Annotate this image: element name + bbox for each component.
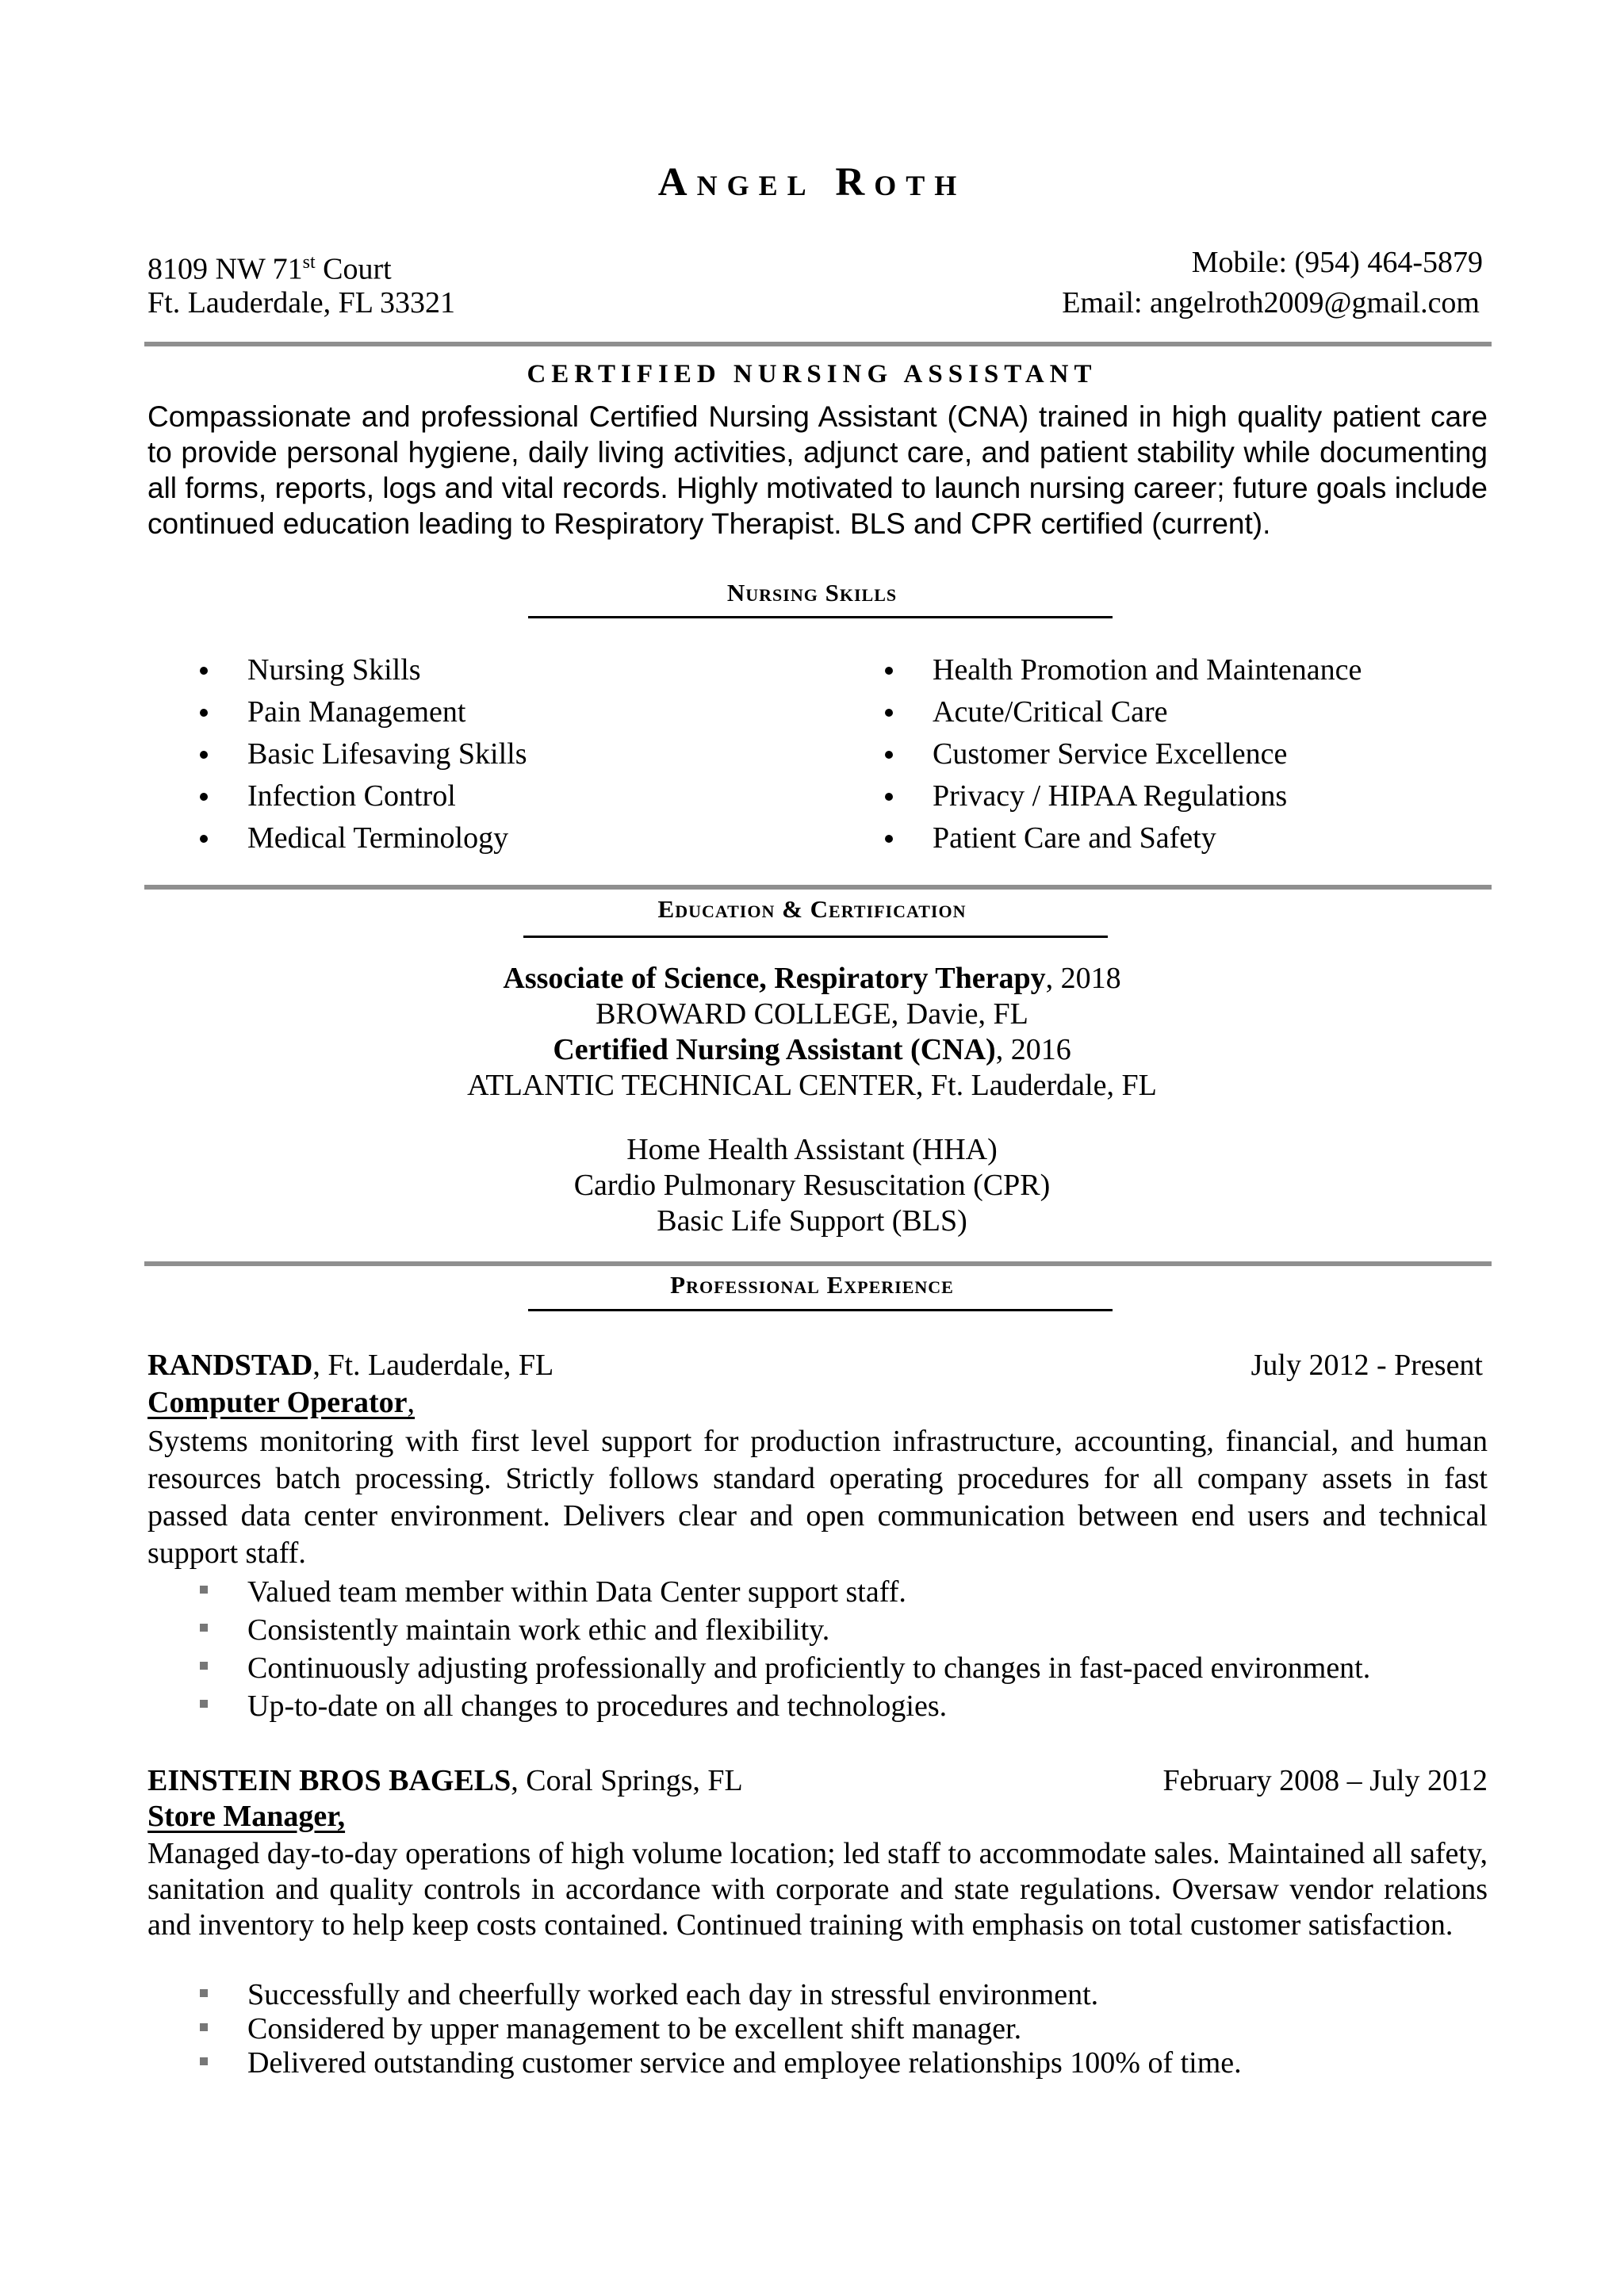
address-line-2: Ft. Lauderdale, FL 33321 [147, 286, 456, 320]
square-bullet-icon [200, 2023, 208, 2031]
degree-1-name: Associate of Science, Respiratory Therapy [503, 962, 1046, 995]
heading-underline [528, 1309, 1113, 1311]
skill-item [885, 691, 1362, 733]
bullet-icon [885, 751, 893, 759]
bullet-text: Delivered outstanding customer service and employee relationships 100% of time. [247, 2046, 1242, 2080]
bullet-text: Up-to-date on all changes to procedures and technologies. [247, 1689, 948, 1723]
bullet-text: Continuously adjusting professionally and proficiently to changes in fast-paced environment. [247, 1651, 1371, 1685]
certifications-block [0, 1132, 1624, 1239]
experience-heading: Professional Experience [670, 1271, 954, 1299]
heading-underline [523, 936, 1108, 938]
bullet-icon [885, 835, 893, 843]
job-title-text: Computer Operator [147, 1386, 408, 1419]
degree-2-name: Certified Nursing Assistant (CNA) [553, 1033, 996, 1066]
skill-label: Acute/Critical Care [933, 695, 1168, 729]
bullet-icon [200, 751, 208, 759]
skill-item [885, 733, 1362, 775]
company-name: RANDSTAD [147, 1349, 313, 1382]
bullet-icon [885, 709, 893, 717]
job-bullet [147, 1978, 1242, 2012]
mobile-number: Mobile: (954) 464-5879 [1191, 246, 1483, 279]
divider [144, 1261, 1492, 1266]
degree-1 [0, 961, 1624, 997]
bullet-icon [885, 793, 893, 801]
job-bullet [147, 1687, 1370, 1725]
job-bullet [147, 2046, 1242, 2080]
skill-item [885, 649, 1362, 691]
bullet-text: Valued team member within Data Center support staff. [247, 1575, 906, 1609]
education-block [0, 961, 1624, 1104]
skill-label: Medical Terminology [247, 821, 509, 855]
bullet-text: Successfully and cheerfully worked each day in stressful environment. [247, 1978, 1099, 2011]
company-location: , Ft. Lauderdale, FL [312, 1349, 554, 1382]
address-street: 8109 NW 71 [147, 252, 303, 286]
skill-label: Privacy / HIPAA Regulations [933, 779, 1288, 813]
divider [144, 885, 1492, 890]
skills-list-right [885, 649, 1362, 859]
square-bullet-icon [200, 1700, 208, 1708]
square-bullet-icon [200, 1989, 208, 1997]
candidate-name: Angel Roth [657, 160, 967, 205]
bullet-icon [200, 793, 208, 801]
education-heading: Education & Certification [657, 895, 967, 923]
bullet-icon [885, 667, 893, 675]
job-title [147, 1798, 345, 1835]
job-title [147, 1384, 415, 1421]
degree-2 [0, 1032, 1624, 1068]
square-bullet-icon [200, 1624, 208, 1632]
company-location: , Coral Springs, FL [511, 1764, 743, 1797]
address-line-1 [147, 243, 392, 289]
job-bullets [147, 1573, 1370, 1725]
summary-paragraph: Compassionate and professional Certified Nursing Assistant (CNA) trained in high quality patient care to provide personal hygiene, daily living activities, adjunct care, and patient stability while documenting all forms, reports, logs and vital records. Highly motivated to launch nursing career; future goals include continued education leading to Respiratory Therapist. BLS and CPR certified (current). [147, 400, 1488, 540]
skill-item [200, 775, 527, 817]
job-bullet [147, 1573, 1370, 1611]
skills-list-left [200, 649, 527, 859]
certification: Cardio Pulmonary Resuscitation (CPR) [573, 1169, 1051, 1202]
heading-underline [528, 616, 1113, 618]
job-bullet [147, 1649, 1370, 1687]
job-bullet [147, 2012, 1242, 2046]
skill-label: Nursing Skills [247, 653, 421, 687]
square-bullet-icon [200, 2057, 208, 2065]
degree-1-year: , 2018 [1045, 962, 1121, 995]
certification: Basic Life Support (BLS) [657, 1204, 967, 1238]
skill-label: Infection Control [247, 779, 456, 813]
bullet-icon [200, 709, 208, 717]
company-name: EINSTEIN BROS BAGELS [147, 1764, 511, 1797]
job-title-suffix: , [407, 1386, 416, 1419]
job-description: Managed day-to-day operations of high volume location; led staff to accommodate sales. Maintained all safety, sanitation and quality controls in accordance with corporate and state regulations. Oversaw vendor relations and inventory to help keep costs contained. Continued training with emphasis on total customer satisfaction. [147, 1837, 1488, 1942]
bullet-text: Considered by upper management to be excellent shift manager. [247, 2012, 1022, 2045]
job-bullets [147, 1978, 1242, 2080]
skill-item [885, 775, 1362, 817]
skills-heading: Nursing Skills [726, 579, 898, 607]
skill-label: Basic Lifesaving Skills [247, 737, 527, 771]
square-bullet-icon [200, 1586, 208, 1594]
job-description: Systems monitoring with first level support for production infrastructure, accounting, financial, and human resources batch processing. Strictly follows standard operating procedures for all company assets in fast passed data center environment. Delivers clear and open communication between end users and technical support staff. [147, 1425, 1488, 1570]
skill-item [200, 817, 527, 859]
skill-label: Health Promotion and Maintenance [933, 653, 1362, 687]
skill-item [885, 817, 1362, 859]
job-bullet [147, 1611, 1370, 1649]
job-header [147, 1762, 1488, 1800]
skill-label: Pain Management [247, 695, 466, 729]
skill-item [200, 691, 527, 733]
job-title-text: Store Manager, [147, 1800, 346, 1833]
skill-item [200, 733, 527, 775]
bullet-icon [200, 835, 208, 843]
job-dates: February 2008 – July 2012 [1162, 1764, 1488, 1797]
skill-item [200, 649, 527, 691]
divider [144, 342, 1492, 346]
school-1: BROWARD COLLEGE, Davie, FL [596, 997, 1028, 1031]
email-address: Email: angelroth2009@gmail.com [1062, 286, 1480, 320]
school-2: ATLANTIC TECHNICAL CENTER, Ft. Lauderdale, FL [467, 1069, 1157, 1102]
certification: Home Health Assistant (HHA) [626, 1133, 998, 1166]
job-header [147, 1346, 1488, 1384]
bullet-icon [200, 667, 208, 675]
bullet-text: Consistently maintain work ethic and flexibility. [247, 1613, 830, 1647]
skill-label: Customer Service Excellence [933, 737, 1288, 771]
skill-label: Patient Care and Safety [933, 821, 1216, 855]
address-ordinal: st [302, 252, 316, 273]
address-court: Court [315, 252, 392, 286]
degree-2-year: , 2016 [995, 1033, 1071, 1066]
square-bullet-icon [200, 1662, 208, 1670]
headline: CERTIFIED NURSING ASSISTANT [527, 360, 1097, 388]
job-dates: July 2012 - Present [1251, 1349, 1483, 1382]
